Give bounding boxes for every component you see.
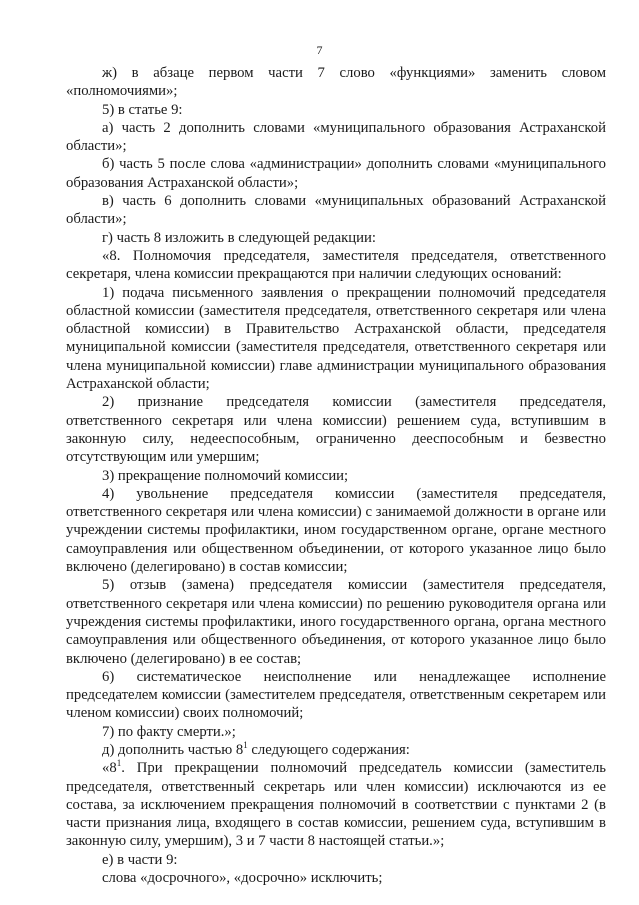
paragraph-part-8-1-text-start: «8	[102, 760, 117, 777]
paragraph-d	[66, 741, 606, 759]
superscript: 1	[116, 758, 122, 769]
paragraph-a: а) часть 2 дополнить словами «муниципального образования Астраханской области»;	[66, 119, 606, 155]
list-item-7: 7) по факту смерти.»;	[102, 723, 236, 740]
paragraph-d-text-end: следующего содержания:	[247, 741, 410, 758]
paragraph-g: г) часть 8 изложить в следующей редакции:	[102, 229, 376, 246]
list-item-3: 3) прекращение полномочий комиссии;	[102, 467, 349, 484]
paragraph-d-text-start: д) дополнить частью 8	[102, 741, 244, 758]
paragraph-zh: ж) в абзаце первом части 7 слово «функциями» заменить словом «полномочиями»;	[66, 65, 606, 100]
document-body	[66, 64, 606, 887]
paragraph-b: б) часть 5 после слова «администрации» дополнить словами «муниципального образования Астраханской области»;	[66, 156, 606, 191]
list-item-4: 4) увольнение председателя комиссии (заместителя председателя, ответственного секретаря или члена комиссии) с занимаемой должности в органе или учреждении системы профилактики, ином государственном органе, органе местного самоуправления или общественном объединении, от которого указанное лицо было включено (делегировано) в состав комиссии;	[66, 485, 606, 576]
paragraph-article-9: 5) в статье 9:	[102, 101, 183, 118]
list-item-5: 5) отзыв (замена) председателя комиссии (заместителя председателя, ответственного секретаря или члена комиссии) по решению руководителя органа или учреждения системы профилактики, иного государственного органа, органа местного самоуправления или общественного объединения, от которого указанное лицо было включено (делегировано) в ее состав;	[66, 577, 606, 667]
paragraph-part-8-1	[66, 759, 606, 850]
superscript: 1	[243, 739, 248, 750]
list-item-2: 2) признание председателя комиссии (заместителя председателя, ответственного секретаря или члена комиссии) решением суда, вступившим в законную силу, недееспособным, ограниченно дееспособным и безвестно отсутствующим или умершим;	[66, 394, 606, 466]
paragraph-e: е) в части 9:	[102, 851, 178, 868]
list-item-6: 6) систематическое неисполнение или ненадлежащее исполнение председателем комиссии (заместителем председателя, ответственным секретарем или членом комиссии) своих полномочий;	[66, 668, 606, 722]
paragraph-part-8-1-text-end: . При прекращении полномочий председатель комиссии (заместитель председателя, ответственный секретарь или член комиссии) исключаются из ее состава, за исключением прекращения полномочий в соответствии с пунктами 2 (в части признания лица, входящего в состав комиссии, решением суда, вступившим в законную силу, умершим), 3 и 7 части 8 настоящей статьи.»;	[66, 760, 606, 850]
paragraph-v: в) часть 6 дополнить словами «муниципальных образований Астраханской области»;	[66, 193, 606, 228]
paragraph-remove-words: слова «досрочного», «досрочно» исключить;	[102, 870, 383, 887]
list-item-1: 1) подача письменного заявления о прекращении полномочий председателя областной комиссии (заместителя председателя, ответственного секретаря или члена областной комиссии) в Правительство Астраханской области, председателя муниципальной комиссии (заместителя председателя, ответственного секретаря или члена муниципальной комиссии) главе администрации муниципального образования Астраханской области;	[66, 284, 606, 393]
page-number: 7	[316, 43, 323, 57]
paragraph-part-8: «8. Полномочия председателя, заместителя председателя, ответственного секретаря, члена комиссии прекращаются при наличии следующих оснований:	[66, 247, 606, 283]
